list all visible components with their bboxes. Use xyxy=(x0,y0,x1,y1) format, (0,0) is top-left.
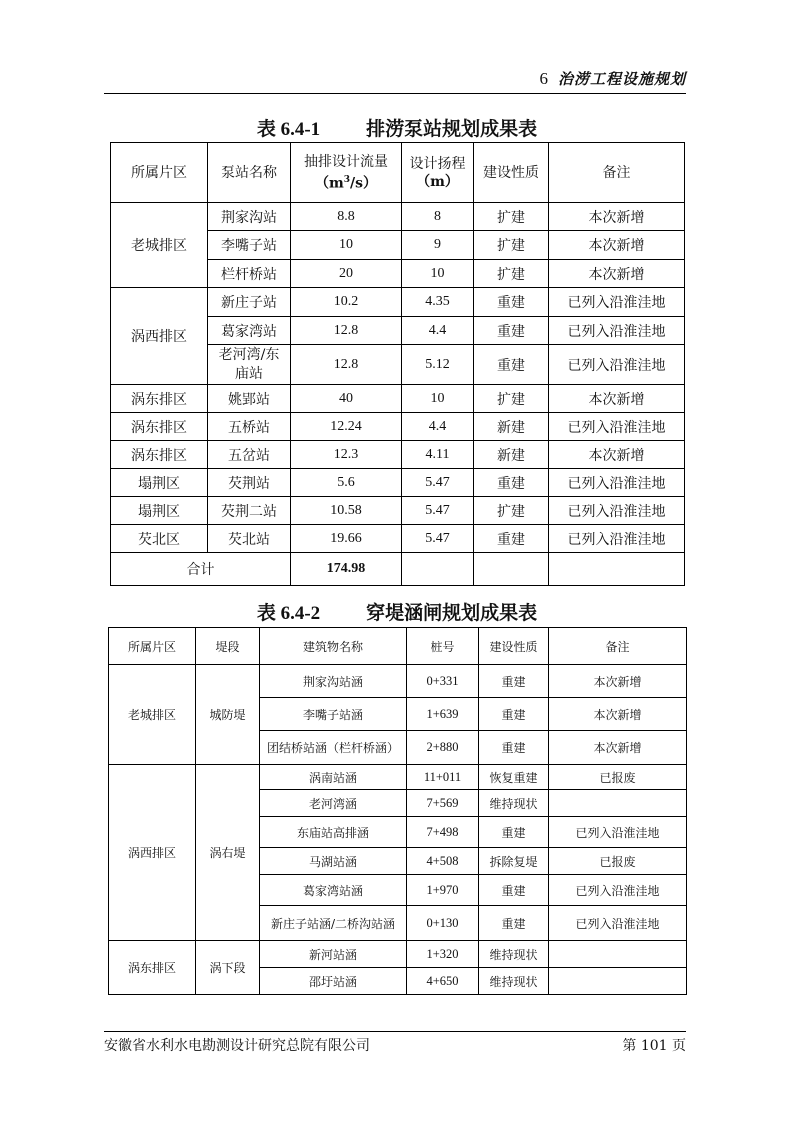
building-cell: 葛家湾站涵 xyxy=(260,875,407,906)
head-cell: 4.4 xyxy=(402,317,474,345)
note-cell xyxy=(549,941,687,968)
table-row xyxy=(111,203,685,231)
station-cell: 栏杆桥站 xyxy=(208,260,291,288)
organization-name: 安徽省水利水电勘测设计研究总院有限公司 xyxy=(104,1038,370,1054)
note-cell xyxy=(549,790,687,817)
nature-cell: 重建 xyxy=(474,317,549,345)
table-row xyxy=(111,441,685,469)
note-cell: 本次新增 xyxy=(549,203,685,231)
running-header xyxy=(104,68,686,94)
building-cell: 李嘴子站涵 xyxy=(260,698,407,731)
area-cell: 涡东排区 xyxy=(111,413,208,441)
table1-caption xyxy=(0,114,794,141)
page-number: 第 101 页 xyxy=(622,1038,686,1054)
note-cell: 已列入沿淮洼地 xyxy=(549,497,685,525)
col-stake: 桩号 xyxy=(407,628,479,665)
nature-cell: 恢复重建 xyxy=(479,765,549,790)
nature-cell: 重建 xyxy=(479,906,549,941)
col-note: 备注 xyxy=(549,143,685,203)
nature-cell: 重建 xyxy=(479,731,549,765)
table-row xyxy=(111,288,685,317)
table-row xyxy=(111,525,685,553)
chapter-heading xyxy=(539,68,686,89)
head-cell: 5.47 xyxy=(402,525,474,553)
station-cell: 芡荆二站 xyxy=(208,497,291,525)
nature-cell: 重建 xyxy=(474,525,549,553)
note-cell: 已列入沿淮洼地 xyxy=(549,875,687,906)
empty-cell xyxy=(549,553,685,586)
flow-cell: 12.8 xyxy=(291,317,402,345)
col-dike: 堤段 xyxy=(196,628,260,665)
area-cell: 涡东排区 xyxy=(109,941,196,995)
nature-cell: 拆除复堤 xyxy=(479,848,549,875)
nature-cell: 重建 xyxy=(479,817,549,848)
stake-cell: 1+970 xyxy=(407,875,479,906)
area-cell: 塌荆区 xyxy=(111,497,208,525)
page-footer xyxy=(104,1031,686,1054)
total-row xyxy=(111,553,685,586)
nature-cell: 扩建 xyxy=(474,260,549,288)
table-row xyxy=(111,469,685,497)
station-cell: 姚郢站 xyxy=(208,385,291,413)
stake-cell: 4+650 xyxy=(407,968,479,995)
head-cell: 10 xyxy=(402,260,474,288)
area-cell: 涡东排区 xyxy=(111,441,208,469)
building-cell: 老河湾涵 xyxy=(260,790,407,817)
dike-cell: 涡右堤 xyxy=(196,765,260,941)
flow-cell: 10 xyxy=(291,231,402,260)
col-nature: 建设性质 xyxy=(479,628,549,665)
nature-cell: 扩建 xyxy=(474,203,549,231)
pump-station-table xyxy=(110,142,685,586)
table-row xyxy=(109,665,687,698)
flow-cell: 20 xyxy=(291,260,402,288)
note-cell: 本次新增 xyxy=(549,231,685,260)
nature-cell: 重建 xyxy=(474,469,549,497)
area-cell: 涡东排区 xyxy=(111,385,208,413)
col-area: 所属片区 xyxy=(111,143,208,203)
note-cell: 已列入沿淮洼地 xyxy=(549,525,685,553)
nature-cell: 重建 xyxy=(479,698,549,731)
station-cell: 新庄子站 xyxy=(208,288,291,317)
table1-header-row xyxy=(111,143,685,203)
nature-cell: 重建 xyxy=(479,875,549,906)
stake-cell: 0+331 xyxy=(407,665,479,698)
station-cell: 五岔站 xyxy=(208,441,291,469)
nature-cell: 扩建 xyxy=(474,231,549,260)
flow-cell: 8.8 xyxy=(291,203,402,231)
nature-cell: 新建 xyxy=(474,413,549,441)
building-cell: 邵圩站涵 xyxy=(260,968,407,995)
note-cell: 已列入沿淮洼地 xyxy=(549,469,685,497)
note-cell: 已列入沿淮洼地 xyxy=(549,413,685,441)
building-cell: 新河站涵 xyxy=(260,941,407,968)
head-cell: 9 xyxy=(402,231,474,260)
stake-cell: 11+011 xyxy=(407,765,479,790)
nature-cell: 维持现状 xyxy=(479,790,549,817)
building-cell: 荆家沟站涵 xyxy=(260,665,407,698)
table-row xyxy=(111,497,685,525)
chapter-title: 治涝工程设施规划 xyxy=(557,70,686,88)
note-cell: 已列入沿淮洼地 xyxy=(549,288,685,317)
area-cell: 涡西排区 xyxy=(111,288,208,385)
note-cell: 已列入沿淮洼地 xyxy=(549,345,685,385)
note-cell: 本次新增 xyxy=(549,731,687,765)
station-cell: 李嘴子站 xyxy=(208,231,291,260)
note-cell: 本次新增 xyxy=(549,698,687,731)
table2-title: 穿堤涵闸规划成果表 xyxy=(366,602,538,624)
stake-cell: 0+130 xyxy=(407,906,479,941)
stake-cell: 4+508 xyxy=(407,848,479,875)
stake-cell: 7+498 xyxy=(407,817,479,848)
note-cell: 已报废 xyxy=(549,765,687,790)
building-cell: 东庙站高排涵 xyxy=(260,817,407,848)
nature-cell: 扩建 xyxy=(474,385,549,413)
nature-cell: 重建 xyxy=(479,665,549,698)
station-cell: 老河湾/东 庙站 xyxy=(208,345,291,385)
note-cell: 已列入沿淮洼地 xyxy=(549,817,687,848)
area-cell: 塌荆区 xyxy=(111,469,208,497)
head-cell: 5.47 xyxy=(402,469,474,497)
flow-cell: 19.66 xyxy=(291,525,402,553)
dike-cell: 城防堤 xyxy=(196,665,260,765)
col-station: 泵站名称 xyxy=(208,143,291,203)
note-cell: 已列入沿淮洼地 xyxy=(549,906,687,941)
stake-cell: 1+320 xyxy=(407,941,479,968)
empty-cell xyxy=(402,553,474,586)
table1-number: 表 6.4-1 xyxy=(256,119,321,140)
building-cell: 新庄子站涵/二桥沟站涵 xyxy=(260,906,407,941)
note-cell: 本次新增 xyxy=(549,665,687,698)
head-cell: 10 xyxy=(402,385,474,413)
table2-header-row xyxy=(109,628,687,665)
stake-cell: 7+569 xyxy=(407,790,479,817)
head-cell: 5.12 xyxy=(402,345,474,385)
col-note: 备注 xyxy=(549,628,687,665)
nature-cell: 扩建 xyxy=(474,497,549,525)
station-cell: 芡荆站 xyxy=(208,469,291,497)
note-cell xyxy=(549,968,687,995)
head-cell: 5.47 xyxy=(402,497,474,525)
building-cell: 涡南站涵 xyxy=(260,765,407,790)
head-cell: 8 xyxy=(402,203,474,231)
note-cell: 已报废 xyxy=(549,848,687,875)
total-label: 合计 xyxy=(111,553,291,586)
table2-caption xyxy=(0,598,794,625)
empty-cell xyxy=(474,553,549,586)
col-flow: 抽排设计流量 $(m^3/s)$ xyxy=(291,143,402,203)
building-cell: 团结桥站涵（栏杆桥涵） xyxy=(260,731,407,765)
area-cell: 涡西排区 xyxy=(109,765,196,941)
flow-cell: 12.3 xyxy=(291,441,402,469)
stake-cell: 2+880 xyxy=(407,731,479,765)
nature-cell: 新建 xyxy=(474,441,549,469)
note-cell: 已列入沿淮洼地 xyxy=(549,317,685,345)
station-cell: 芡北站 xyxy=(208,525,291,553)
head-cell: 4.4 xyxy=(402,413,474,441)
note-cell: 本次新增 xyxy=(549,441,685,469)
flow-cell: 5.6 xyxy=(291,469,402,497)
table-row xyxy=(109,765,687,790)
dike-cell: 涡下段 xyxy=(196,941,260,995)
nature-cell: 维持现状 xyxy=(479,968,549,995)
flow-cell: 10.2 xyxy=(291,288,402,317)
table-row xyxy=(111,385,685,413)
flow-cell: 10.58 xyxy=(291,497,402,525)
chapter-number: 6 xyxy=(539,69,548,88)
col-area: 所属片区 xyxy=(109,628,196,665)
col-head: 设计扬程 （m） xyxy=(402,143,474,203)
note-cell: 本次新增 xyxy=(549,385,685,413)
col-building: 建筑物名称 xyxy=(260,628,407,665)
head-cell: 4.11 xyxy=(402,441,474,469)
table-row xyxy=(111,413,685,441)
flow-cell: 12.8 xyxy=(291,345,402,385)
culvert-gate-table xyxy=(108,627,687,995)
note-cell: 本次新增 xyxy=(549,260,685,288)
total-flow: 174.98 xyxy=(291,553,402,586)
station-cell: 荆家沟站 xyxy=(208,203,291,231)
flow-cell: 40 xyxy=(291,385,402,413)
area-cell: 老城排区 xyxy=(109,665,196,765)
station-cell: 葛家湾站 xyxy=(208,317,291,345)
building-cell: 马湖站涵 xyxy=(260,848,407,875)
stake-cell: 1+639 xyxy=(407,698,479,731)
area-cell: 芡北区 xyxy=(111,525,208,553)
nature-cell: 维持现状 xyxy=(479,941,549,968)
col-nature: 建设性质 xyxy=(474,143,549,203)
head-cell: 4.35 xyxy=(402,288,474,317)
nature-cell: 重建 xyxy=(474,345,549,385)
table-row xyxy=(109,941,687,968)
flow-cell: 12.24 xyxy=(291,413,402,441)
nature-cell: 重建 xyxy=(474,288,549,317)
table2-number: 表 6.4-2 xyxy=(256,603,321,624)
station-cell: 五桥站 xyxy=(208,413,291,441)
table1-title: 排涝泵站规划成果表 xyxy=(366,118,538,140)
area-cell: 老城排区 xyxy=(111,203,208,288)
